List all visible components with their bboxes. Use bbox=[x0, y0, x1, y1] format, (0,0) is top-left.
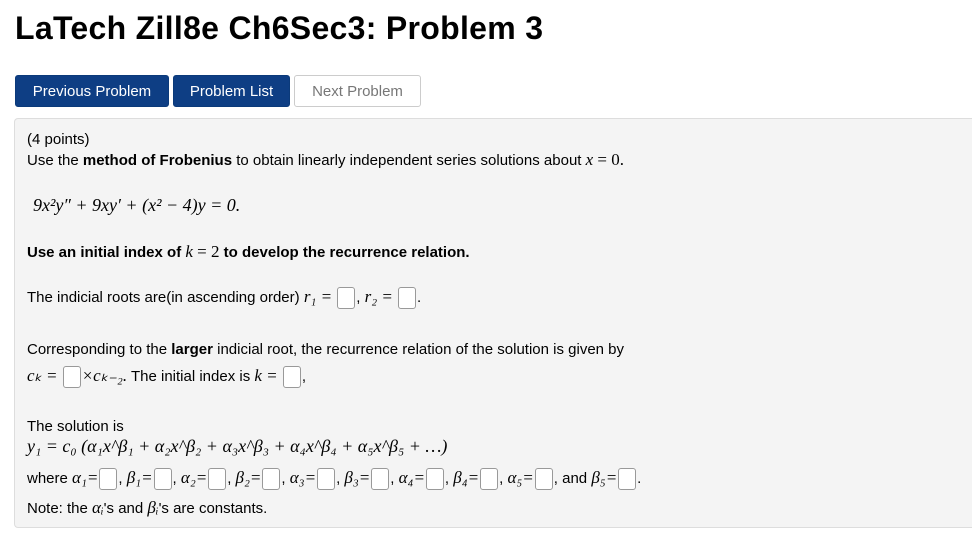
r1-input[interactable] bbox=[337, 287, 355, 309]
method-name: method of Frobenius bbox=[82, 152, 233, 169]
problem-list-button[interactable]: Problem List bbox=[173, 75, 290, 107]
solution-equation: y₁ = c₀ (α₁x^β₁ + α₂x^β₂ + α₃x^β₃ + α₄x^β₄ + α₅x^β₅ + …) bbox=[27, 436, 448, 456]
recurrence-row: cₖ = ×cₖ₋₂. The initial index is k = , bbox=[27, 366, 306, 388]
alpha1-input[interactable] bbox=[99, 468, 117, 490]
recurrence-description: Corresponding to the larger indicial root, the recurrence relation of the solution is given by bbox=[27, 341, 625, 358]
beta2-input[interactable] bbox=[262, 468, 280, 490]
r2-input[interactable] bbox=[398, 287, 416, 309]
indicial-roots-row: The indicial roots are(in ascending order) r₁ = , r₂ = . bbox=[27, 287, 421, 309]
beta1-input[interactable] bbox=[154, 468, 172, 490]
constants-note: Note: the αᵢ's and βᵢ's are constants. bbox=[27, 498, 268, 517]
differential-equation: 9x²y″ + 9xy′ + (x² − 4)y = 0. bbox=[33, 195, 241, 215]
next-problem-button[interactable]: Next Problem bbox=[294, 75, 421, 107]
initial-index-input[interactable] bbox=[283, 366, 301, 388]
alpha2-input[interactable] bbox=[208, 468, 226, 490]
previous-problem-button[interactable]: Previous Problem bbox=[15, 75, 169, 107]
page-title: LaTech Zill8e Ch6Sec3: Problem 3 bbox=[15, 10, 544, 46]
alpha4-input[interactable] bbox=[426, 468, 444, 490]
beta5-input[interactable] bbox=[618, 468, 636, 490]
beta4-input[interactable] bbox=[480, 468, 498, 490]
problem-panel bbox=[14, 118, 972, 528]
alpha3-input[interactable] bbox=[317, 468, 335, 490]
alpha5-input[interactable] bbox=[535, 468, 553, 490]
instructions: Use the method of Frobenius to obtain linearly independent series solutions about x = 0. bbox=[27, 150, 625, 169]
solution-label: The solution is bbox=[27, 418, 124, 435]
recurrence-coefficient-input[interactable] bbox=[63, 366, 81, 388]
initial-index-instruction: Use an initial index of k = 2 to develop the recurrence relation. bbox=[27, 242, 470, 261]
problem-nav bbox=[15, 75, 421, 107]
coefficients-row: where α₁= , β₁= , α₂= , β₂= , α₃= , β₃= , α₄= , β₄= , α₅= , and β₅= . bbox=[27, 468, 641, 490]
beta3-input[interactable] bbox=[371, 468, 389, 490]
points-label: (4 points) bbox=[27, 131, 90, 148]
